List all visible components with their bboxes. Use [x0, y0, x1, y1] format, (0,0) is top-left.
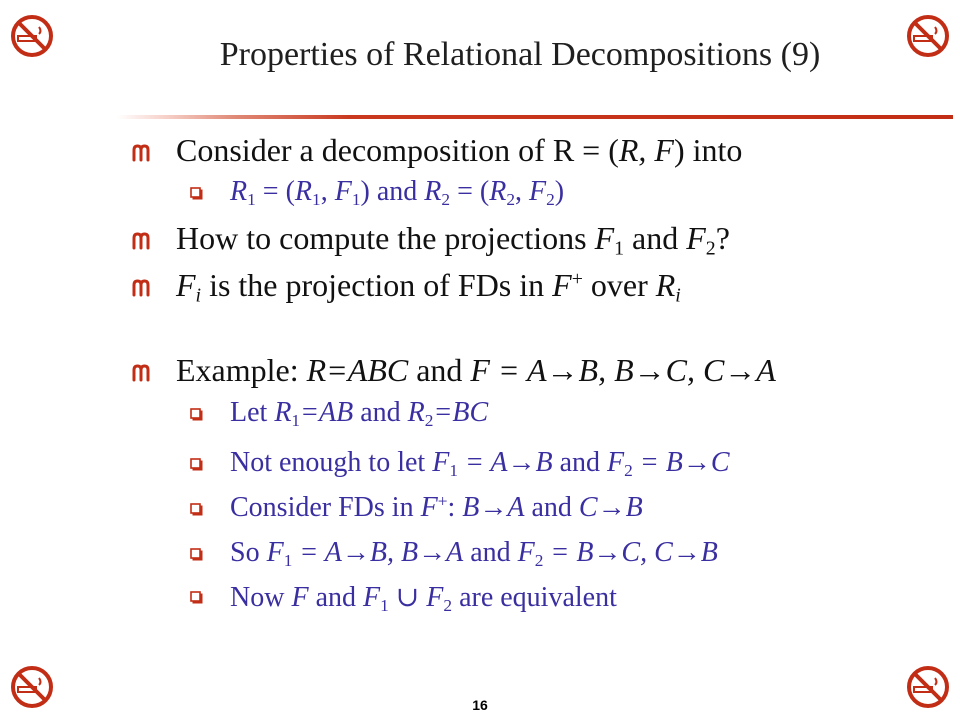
text-run: = B→C — [632, 447, 730, 478]
text-run: F — [291, 582, 309, 613]
text-run: , — [320, 176, 335, 207]
text-run: ∪ — [388, 582, 427, 613]
text-run: How to compute the projections — [176, 220, 595, 256]
square-bullet-icon — [190, 458, 203, 471]
text-run: 2 — [546, 189, 555, 209]
text-run: 2 — [506, 189, 515, 209]
text-run: R=ABC — [306, 352, 409, 388]
text-run: = ( — [255, 176, 295, 207]
text-run: ) into — [673, 132, 743, 168]
text-run: Let — [230, 397, 275, 428]
text-run: = A→B — [458, 447, 553, 478]
bullet-text — [176, 132, 742, 169]
text-run: 1 — [283, 550, 293, 570]
text-run: F = A→B, B→C, C→A — [470, 352, 776, 388]
text-run: = A→B, B→A — [292, 537, 464, 568]
text-run: 1 — [351, 189, 361, 209]
text-run: is the projection of FDs in — [201, 267, 553, 303]
text-run: Not enough to let — [230, 447, 433, 478]
text-run: 1 — [291, 410, 301, 430]
text-run: i — [675, 284, 681, 307]
text-run: + — [571, 268, 583, 291]
text-run: Consider FDs in — [230, 492, 421, 523]
bullet-text — [176, 352, 776, 389]
text-run: 1 — [449, 460, 458, 480]
m-bullet-icon — [132, 232, 150, 250]
text-run: over — [582, 267, 656, 303]
text-run: 2 — [441, 189, 451, 209]
text-run: and — [463, 537, 518, 568]
text-run: R — [294, 176, 313, 207]
subbullet-text — [230, 580, 617, 614]
text-run: 1 — [247, 189, 256, 209]
text-run: R — [407, 397, 425, 428]
text-run: and — [308, 582, 363, 613]
text-run: F — [432, 447, 450, 478]
text-run: R — [424, 176, 442, 207]
text-run: + — [437, 491, 448, 511]
text-run: R — [230, 176, 248, 207]
text-run: 2 — [705, 237, 716, 260]
text-run: R — [274, 397, 292, 428]
text-run: F — [334, 176, 352, 207]
text-run: F — [594, 220, 615, 256]
text-run: = ( — [450, 176, 490, 207]
text-run: F — [607, 447, 625, 478]
subbullet-text — [230, 176, 564, 208]
text-run: 1 — [312, 189, 321, 209]
text-run: and — [552, 447, 608, 478]
text-run: ? — [715, 220, 730, 256]
text-run: =BC — [433, 397, 489, 428]
text-run: So — [230, 537, 267, 568]
text-run: F — [266, 537, 284, 568]
text-run: R — [655, 267, 676, 303]
subbullet-text — [230, 447, 730, 479]
text-run: Example: — [176, 352, 307, 388]
text-run: R — [489, 176, 507, 207]
text-run: 1 — [380, 595, 389, 615]
text-run: : — [447, 492, 463, 523]
m-bullet-icon — [132, 364, 150, 382]
text-run: and — [408, 352, 471, 388]
square-bullet-icon — [190, 503, 203, 516]
m-bullet-icon — [132, 144, 150, 162]
text-run: ) and — [360, 176, 425, 207]
text-run: F — [420, 492, 438, 523]
text-run: Consider a decomposition of R = ( — [176, 132, 619, 168]
square-bullet-icon — [190, 591, 203, 604]
text-run: 2 — [424, 410, 434, 430]
bullet-text — [176, 220, 730, 260]
title-underline — [117, 115, 953, 119]
m-bullet-icon — [132, 279, 150, 297]
bullet-text — [176, 267, 681, 307]
subbullet-text — [230, 537, 718, 569]
text-run: F — [552, 267, 572, 303]
text-run: R, F — [618, 132, 674, 168]
text-run: and — [353, 397, 408, 428]
text-run: 1 — [614, 237, 625, 260]
text-run: i — [195, 284, 202, 307]
text-run: F — [363, 582, 381, 613]
text-run: = B→C, C→B — [543, 537, 718, 568]
text-run: , — [515, 176, 529, 207]
text-run: are equivalent — [452, 582, 617, 613]
text-run: and — [624, 220, 687, 256]
text-run: C→B — [578, 492, 643, 523]
text-run: 2 — [624, 460, 633, 480]
text-run: F — [176, 267, 196, 303]
text-run: and — [524, 492, 579, 523]
text-run: F — [517, 537, 535, 568]
text-run: B→A — [462, 492, 525, 523]
text-run: F — [529, 176, 547, 207]
text-run: ) — [554, 176, 565, 207]
slide-title: Properties of Relational Decompositions (9) — [219, 36, 821, 73]
text-run: 2 — [534, 550, 544, 570]
square-bullet-icon — [190, 408, 203, 421]
text-run: Now — [230, 582, 292, 613]
text-run: =AB — [300, 397, 354, 428]
text-run: F — [426, 582, 444, 613]
text-run: 2 — [443, 595, 453, 615]
subbullet-text — [230, 397, 488, 429]
square-bullet-icon — [190, 187, 203, 200]
page-number: 16 — [472, 697, 488, 713]
text-run: F — [686, 220, 706, 256]
subbullet-text — [230, 492, 643, 524]
square-bullet-icon — [190, 548, 203, 561]
